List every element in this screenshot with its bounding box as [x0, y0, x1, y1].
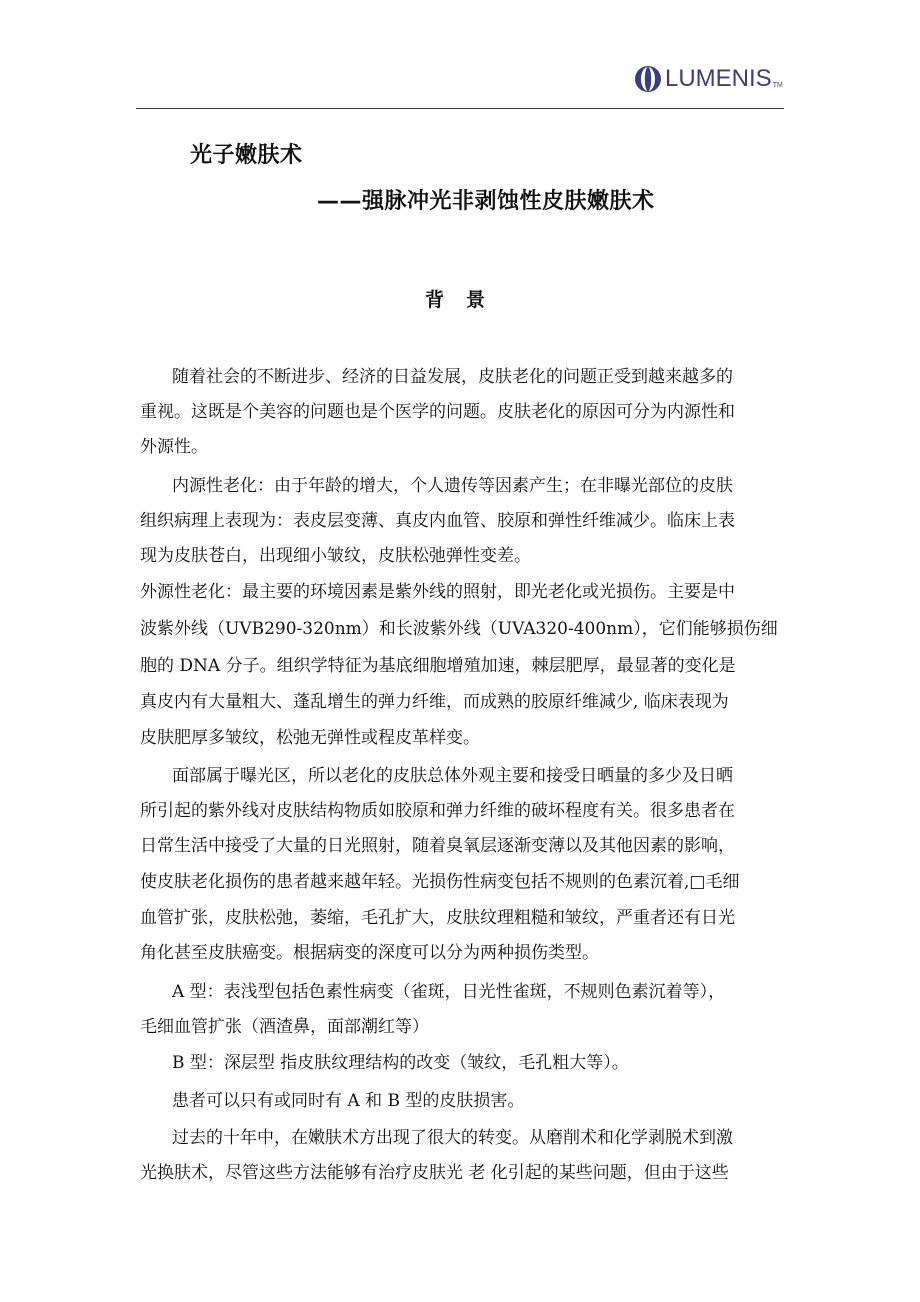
body-line: 日常生活中接受了大量的日光照射，随着臭氧层逐渐变薄以及其他因素的影响， — [140, 836, 735, 856]
body-line: 血管扩张，皮肤松弛，萎缩，毛孔扩大，皮肤纹理粗糙和皱纹，严重者还有日光 — [140, 908, 735, 928]
body-line: 内源性老化：由于年龄的增大，个人遗传等因素产生；在非曝光部位的皮肤 — [172, 476, 733, 496]
header-divider — [136, 108, 784, 109]
body-line: A 型：表浅型包括色素性病变（雀斑，日光性雀斑，不规则色素沉着等）， — [172, 982, 726, 1002]
lumenis-logo — [634, 62, 783, 96]
body-line: 重视。这既是个美容的问题也是个医学的问题。皮肤老化的原因可分为内源性和 — [140, 402, 735, 422]
section-heading: 背景 — [424, 289, 507, 311]
document-subtitle: ——强脉冲光非剥蚀性皮肤嫩肤术 — [317, 189, 655, 214]
document-title: 光子嫩肤术 — [190, 143, 303, 168]
body-line: 现为皮肤苍白，出现细小皱纹，皮肤松弛弹性变差。 — [140, 546, 531, 566]
body-line: 患者可以只有或同时有 A 和 B 型的皮肤损害。 — [172, 1091, 525, 1111]
logo-text: LUMENIS — [665, 65, 772, 92]
body-line: 胞的 DNA 分子。组织学特征为基底细胞增殖加速，棘层肥厚，最显著的变化是 — [140, 656, 736, 676]
body-line: 角化甚至皮肤癌变。根据病变的深度可以分为两种损伤类型。 — [140, 943, 599, 963]
body-line: 毛细血管扩张（酒渣鼻，面部潮红等） — [140, 1017, 429, 1037]
body-line: 波紫外线（UVB290-320nm）和长波紫外线（UVA320-400nm），它们能够损伤细 — [140, 619, 778, 639]
body-line: 真皮内有大量粗大、蓬乱增生的弹力纤维，而成熟的胶原纤维减少, 临床表现为 — [140, 692, 729, 712]
body-line: 外源性。 — [140, 437, 208, 457]
body-line: 面部属于曝光区，所以老化的皮肤总体外观主要和接受日晒量的多少及日晒 — [172, 766, 733, 786]
body-line: 外源性老化：最主要的环境因素是紫外线的照射，即光老化或光损伤。主要是中 — [140, 582, 735, 602]
logo-trademark: TM — [772, 82, 783, 89]
lumenis-logo-icon — [634, 65, 662, 93]
body-line: 过去的十年中，在嫩肤术方出现了很大的转变。从磨削术和化学剥脱术到激 — [172, 1128, 733, 1148]
body-line: 皮肤肥厚多皱纹，松弛无弹性或程皮革样变。 — [140, 728, 480, 748]
body-line: 组织病理上表现为：表皮层变薄、真皮内血管、胶原和弹性纤维减少。临床上表 — [140, 511, 735, 531]
body-line: 光换肤术，尽管这些方法能够有治疗皮肤光 老 化引起的某些问题，但由于这些 — [140, 1163, 729, 1183]
body-line: 使皮肤老化损伤的患者越来越年轻。光损伤性病变包括不规则的色素沉着,□毛细 — [140, 872, 740, 892]
body-line: 随着社会的不断进步、经济的日益发展，皮肤老化的问题正受到越来越多的 — [172, 367, 733, 387]
body-line: 所引起的紫外线对皮肤结构物质如胶原和弹力纤维的破坏程度有关。很多患者在 — [140, 801, 735, 821]
body-line: B 型：深层型 指皮肤纹理结构的改变（皱纹，毛孔粗大等）。 — [172, 1053, 629, 1073]
